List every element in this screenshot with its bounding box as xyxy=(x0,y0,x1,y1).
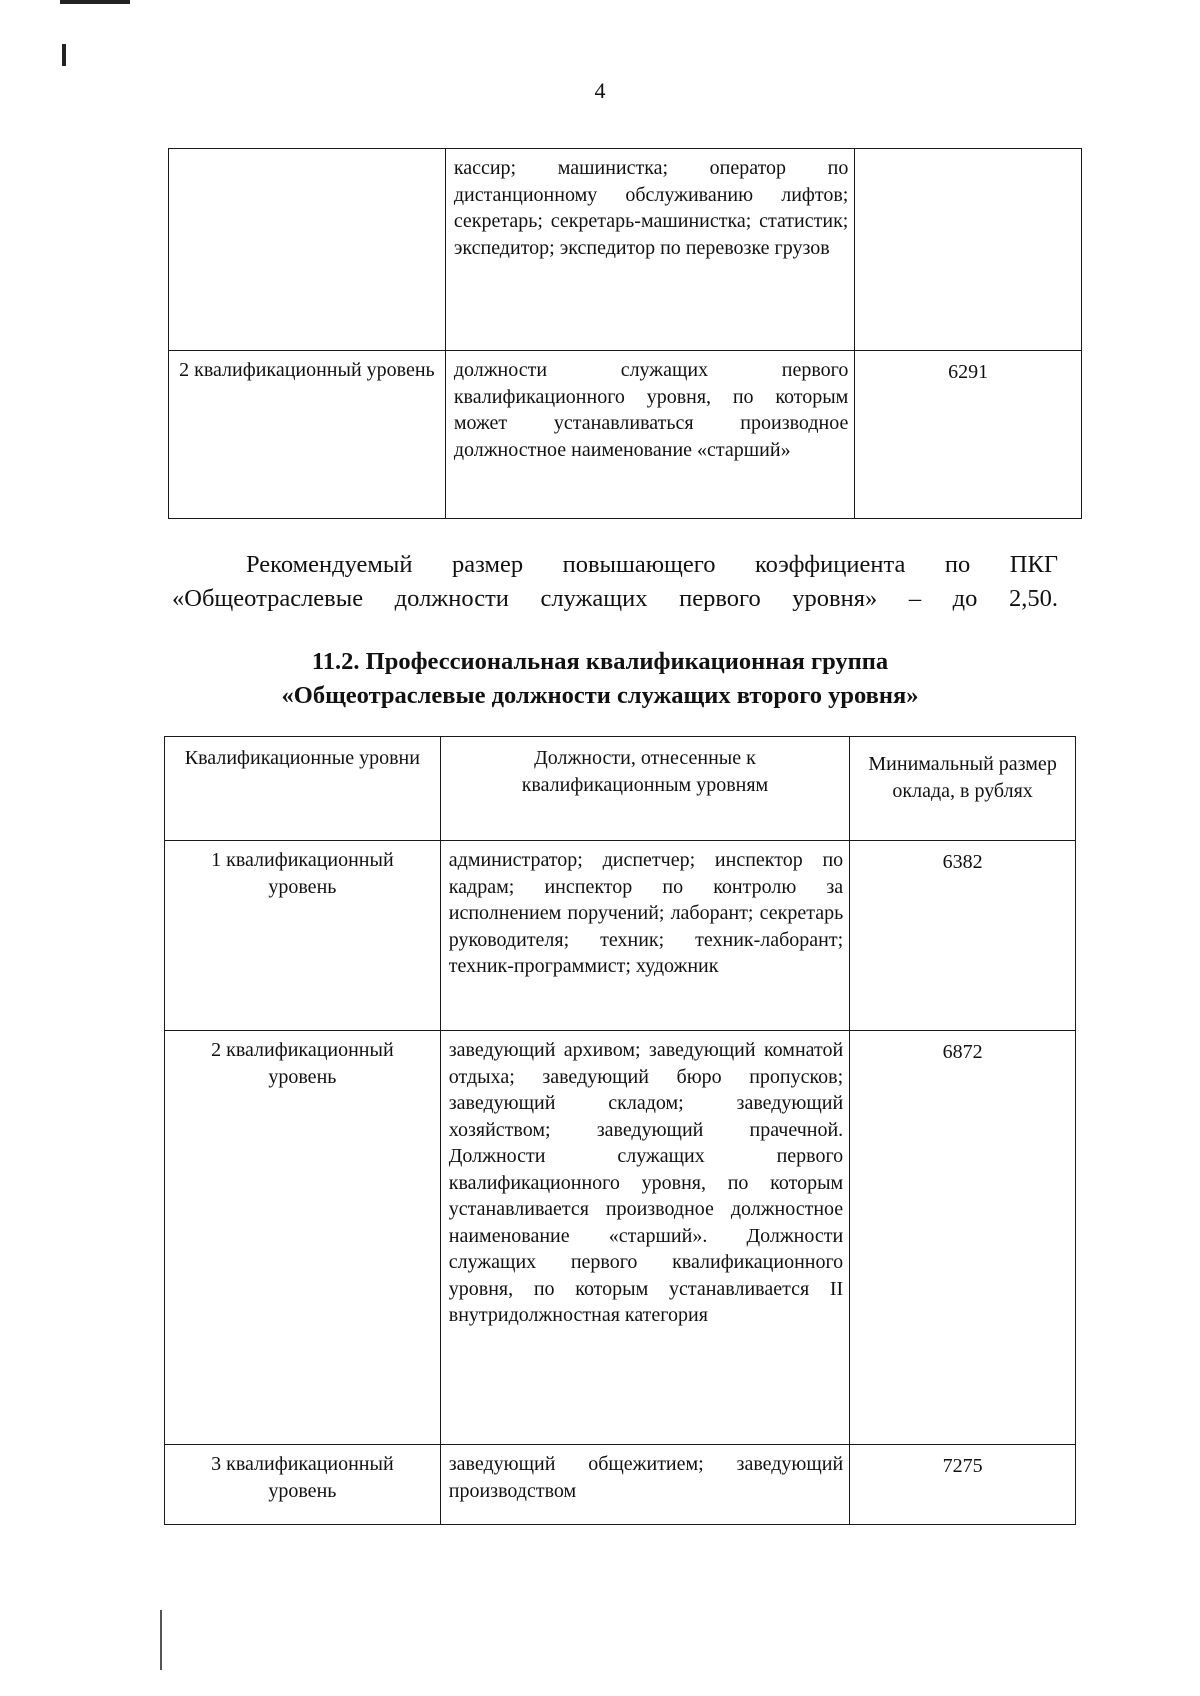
table-row xyxy=(169,351,1082,519)
header-positions: Должности, отнесенные к квалификационным уровням xyxy=(440,737,849,841)
positions-cell: должности служащих первого квалификационного уровня, по которым может устанавливаться производное должностное наименование «старший» xyxy=(445,351,855,519)
header-salary: Минимальный размер оклада, в рублях xyxy=(850,737,1076,841)
level-cell xyxy=(169,149,446,351)
salary-cell xyxy=(855,149,1082,351)
scan-artifact xyxy=(62,44,66,66)
positions-cell: кассир; машинистка; оператор по дистанционному обслуживанию лифтов; секретарь; секретарь-машинистка; статистик; экспедитор; экспедитор по перевозке грузов xyxy=(445,149,855,351)
scan-artifact xyxy=(60,0,130,4)
section-heading-line2: «Общеотраслевые должности служащих второго уровня» xyxy=(281,682,919,709)
header-levels: Квалификационные уровни xyxy=(165,737,441,841)
table-continuation xyxy=(168,148,1082,519)
positions-cell: администратор; диспетчер; инспектор по кадрам; инспектор по контролю за исполнением поручений; лаборант; секретарь руководителя; техник; техник-лаборант; техник-программист; художник xyxy=(440,841,849,1031)
table-row xyxy=(165,841,1076,1031)
positions-cell: заведующий архивом; заведующий комнатой отдыха; заведующий бюро пропусков; заведующий складом; заведующий хозяйством; заведующий прачечной. Должности служащих первого квалификационного уровня, по которым устанавливается производное должностное наименование «старший». Должности служащих первого квалификационного уровня, по которым устанавливается II внутридолжностная категория xyxy=(440,1031,849,1445)
qualification-table xyxy=(164,736,1076,1525)
salary-cell: 7275 xyxy=(850,1445,1076,1525)
level-cell: 2 квалификационный уровень xyxy=(165,1031,441,1445)
page-number: 4 xyxy=(594,78,606,103)
salary-cell: 6291 xyxy=(855,351,1082,519)
level-cell: 3 квалификационный уровень xyxy=(165,1445,441,1525)
positions-cell: заведующий общежитием; заведующий производством xyxy=(440,1445,849,1525)
coefficient-paragraph: Рекомендуемый размер повышающего коэффициента по ПКГ «Общеотраслевые должности служащих первого уровня» – до 2,50. xyxy=(172,551,1058,612)
table-row xyxy=(165,1031,1076,1445)
section-heading-line1: 11.2. Профессиональная квалификационная группа xyxy=(311,648,889,675)
table-row xyxy=(169,149,1082,351)
table-row xyxy=(165,1445,1076,1525)
level-cell: 1 квалификационный уровень xyxy=(165,841,441,1031)
salary-cell: 6872 xyxy=(850,1031,1076,1445)
level-cell: 2 квалификационный уровень xyxy=(169,351,446,519)
scan-artifact xyxy=(160,1610,162,1670)
salary-cell: 6382 xyxy=(850,841,1076,1031)
table-header-row xyxy=(165,737,1076,841)
